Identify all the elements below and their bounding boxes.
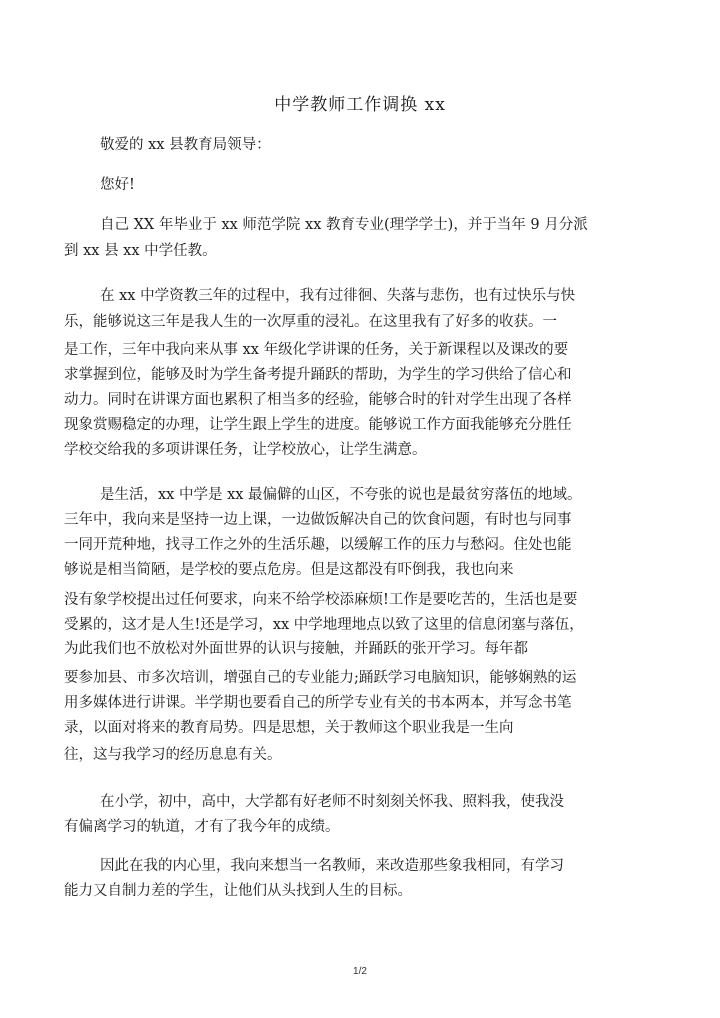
paragraph-3-line-8: 要参加县、市多次培训，增强自己的专业能力;踊跃学习电脑知识，能够娴熟的运 bbox=[64, 670, 577, 686]
paragraph-5-line-1: 因此在我的内心里，我向来想当一名教师，来改造那些象我相同，有学习 bbox=[100, 858, 564, 874]
paragraph-1-line-2: 到 xx 县 xx 中学任教。 bbox=[64, 243, 217, 259]
paragraph-3-line-4: 够说是相当简陋，是学校的要点危房。但是这都没有吓倒我，我也向来 bbox=[64, 562, 514, 578]
paragraph-2-line-6: 现象赏赐稳定的办理，让学生跟上学生的进度。能够说工作方面我能够充分胜任 bbox=[64, 417, 572, 433]
paragraph-5-line-2: 能力又自制力差的学生，让他们从头找到人生的目标。 bbox=[64, 883, 412, 899]
paragraph-3-line-7: 为此我们也不放松对外面世界的认识与接触，并踊跃的张开学习。每年都 bbox=[64, 641, 528, 657]
paragraph-3-line-11: 往，这与我学习的经历息息有关。 bbox=[64, 747, 282, 763]
paragraph-3-line-2: 三年中，我向来是坚持一边上课，一边做饭解决自己的饮食问题，有时也与同事 bbox=[64, 512, 572, 528]
paragraph-2-line-7: 学校交给我的多项讲课任务，让学校放心，让学生满意。 bbox=[64, 442, 427, 458]
paragraph-4-line-2: 有偏离学习的轨道，才有了我今年的成绩。 bbox=[64, 819, 340, 835]
document-title: 中学教师工作调换 xx bbox=[274, 95, 446, 115]
paragraph-2-line-1: 在 xx 中学资教三年的过程中，我有过徘徊、失落与悲伤，也有过快乐与快 bbox=[100, 288, 576, 304]
paragraph-3-line-1: 是生活，xx 中学是 xx 最偏僻的山区，不夸张的说也是最贫穷落伍的地域。 bbox=[100, 487, 582, 503]
paragraph-4-line-1: 在小学，初中，高中，大学都有好老师不时刻刻关怀我、照料我，使我没 bbox=[100, 794, 564, 810]
greeting: 您好! bbox=[100, 177, 135, 193]
paragraph-3-line-9: 用多媒体进行讲课。半学期也要看自己的所学专业有关的书本两本，并写念书笔 bbox=[64, 695, 572, 711]
paragraph-2-line-2: 乐，能够说这三年是我人生的一次厚重的浸礼。在这里我有了好多的收获。一 bbox=[64, 314, 557, 330]
salutation: 敬爱的 xx 县教育局领导： bbox=[100, 137, 271, 153]
paragraph-1-line-1: 自己 XX 年毕业于 xx 师范学院 xx 教育专业(理学学士)，并于当年 9 月分派 bbox=[100, 217, 588, 233]
paragraph-3-line-6: 受累的，这才是人生!还是学习，xx 中学地理地点以致了这里的信息闭塞与落伍， bbox=[64, 617, 584, 633]
paragraph-2-line-3: 是工作，三年中我向来从事 xx 年级化学讲课的任务，关于新课程以及课改的要 bbox=[64, 342, 569, 358]
paragraph-3-line-3: 一同开荒种地，找寻工作之外的生活乐趣，以缓解工作的压力与愁闷。住处也能 bbox=[64, 537, 572, 553]
paragraph-3-line-5: 没有象学校提出过任何要求，向来不给学校添麻烦!工作是要吃苦的，生活也是要 bbox=[64, 592, 578, 608]
paragraph-2-line-4: 求掌握到位，能够及时为学生备考提升踊跃的帮助，为学生的学习供给了信心和 bbox=[64, 367, 572, 383]
paragraph-2-line-5: 动力。同时在讲课方面也累积了相当多的经验，能够合时的针对学生出现了各样 bbox=[64, 392, 572, 408]
page-number: 1/2 bbox=[353, 966, 367, 977]
paragraph-3-line-10: 录，以面对将来的教育局势。四是思想，关于教师这个职业我是一生向 bbox=[64, 720, 514, 736]
